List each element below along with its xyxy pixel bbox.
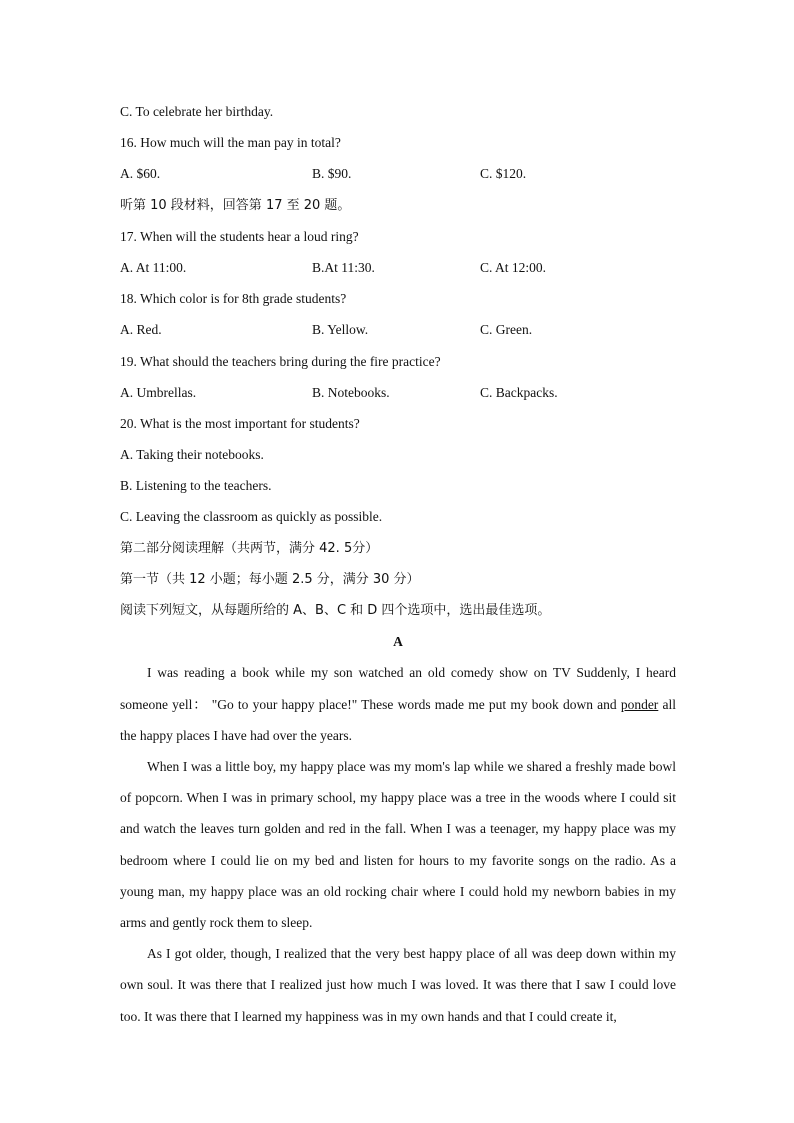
- options-row-16: [120, 158, 676, 189]
- option-a: A. $60.: [120, 166, 161, 182]
- underlined-word: ponder: [620, 696, 659, 712]
- option-a: A. Umbrellas.: [120, 384, 197, 400]
- section-one-heading: 第一节（共 12 小题；每小题 2.5 分，满分 30 分）: [120, 571, 420, 587]
- option-c: C. Backpacks.: [480, 384, 558, 400]
- option-c: C. At 12:00.: [480, 259, 547, 275]
- options-row-17: [120, 252, 676, 283]
- part-two-heading: 第二部分阅读理解（共两节，满分 42. 5分）: [120, 540, 379, 556]
- option-c: C. Green.: [480, 322, 533, 338]
- paragraph-text: As I got older, though, I realized that the very best happy place of all was deep down within my own soul. It was there that I realized just how much I was loved. It was there that I saw I could love too. It was there that I learned my happiness was in my own hands and that I could create it,: [120, 946, 676, 1024]
- option-b: B. $90.: [312, 166, 352, 182]
- paragraph-text: When I was a little boy, my happy place was my mom's lap while we shared a freshly made bowl of popcorn. When I was in primary school, my happy place was a tree in the woods where I could sit and watch the leaves turn golden and red in the fall. When I was a teenager, my happy place was my bedroom where I could lie on my bed and listen for hours to my favorite songs on the radio. As a young man, my happy place was an old rocking chair where I could hold my newborn babies in my arms and gently rock them to sleep.: [120, 758, 676, 930]
- option-c: C. $120.: [480, 166, 527, 182]
- option-a-line: A. Taking their notebooks.: [120, 447, 264, 463]
- option-a: A. Red.: [120, 322, 162, 338]
- options-row-18: [120, 314, 676, 345]
- option-b-line: B. Listening to the teachers.: [120, 478, 272, 494]
- question-18: 18. Which color is for 8th grade students?: [120, 291, 347, 307]
- paragraph-text: all the happy places I have had over the years.: [120, 696, 676, 743]
- paragraph-text: I was reading a book while my son watched an old comedy show on TV Suddenly, I heard someone yell： "Go to your happy place!" These words made me put my book down and: [120, 665, 676, 712]
- document-page: [120, 96, 676, 1032]
- question-17: 17. When will the students hear a loud ring?: [120, 228, 359, 244]
- reading-instruction: 阅读下列短文，从每题所给的 A、B、C 和 D 四个选项中，选出最佳选项。: [120, 603, 551, 618]
- option-line: C. To celebrate her birthday.: [120, 104, 274, 119]
- passage-heading: A: [393, 634, 403, 650]
- option-b: B. Yellow.: [312, 322, 369, 338]
- option-c-line: C. Leaving the classroom as quickly as possible.: [120, 509, 383, 525]
- question-19: 19. What should the teachers bring during the fire practice?: [120, 353, 441, 369]
- question-20: 20. What is the most important for students?: [120, 415, 360, 431]
- option-b: B. Notebooks.: [312, 384, 390, 400]
- options-row-19: [120, 377, 676, 408]
- option-a: A. At 11:00.: [120, 259, 187, 275]
- option-b: B.At 11:30.: [312, 259, 375, 275]
- passage-paragraph-1: [120, 657, 676, 751]
- question-16: 16. How much will the man pay in total?: [120, 135, 341, 151]
- passage-paragraph-3: [120, 938, 676, 1032]
- instruction-line: 听第 10 段材料，回答第 17 至 20 题。: [120, 197, 351, 213]
- passage-paragraph-2: [120, 751, 676, 938]
